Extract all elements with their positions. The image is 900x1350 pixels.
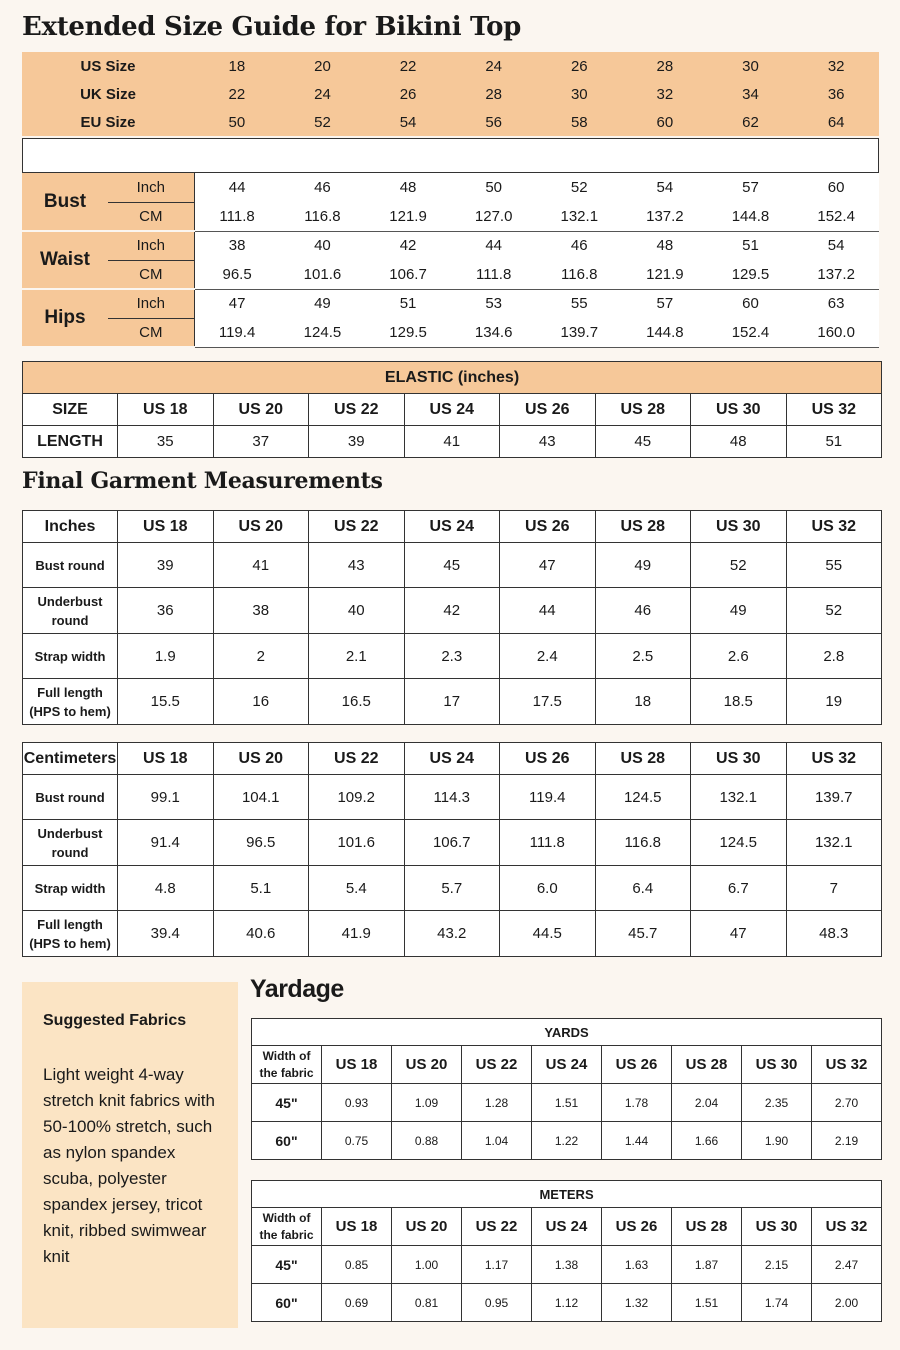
yardage-cell: 0.93: [322, 1084, 392, 1122]
yardage-row-label: 60": [252, 1284, 322, 1322]
size-cell: 64: [827, 113, 845, 131]
garment-row-label: Full length (HPS to hem): [23, 679, 118, 725]
elastic-size-cell: US 18: [118, 394, 214, 426]
garment-cell: 40.6: [213, 911, 309, 957]
size-cell: 36: [827, 85, 845, 103]
garment-row-label: Full length (HPS to hem): [23, 911, 118, 957]
garment-cell: 38: [213, 588, 309, 634]
yardage-cell: 1.78: [602, 1084, 672, 1122]
body-value: 53: [485, 295, 502, 313]
fabrics-title: Suggested Fabrics: [43, 1012, 187, 1029]
size-cell: 28: [656, 57, 674, 75]
garment-cell: 18: [595, 679, 691, 725]
yardage-cell: 2.19: [812, 1122, 882, 1160]
blank-spacer-row: [22, 138, 879, 173]
yardage-cell: 0.95: [462, 1284, 532, 1322]
yardage-cell: 2.00: [812, 1284, 882, 1322]
garment-row: [23, 820, 882, 866]
body-value: 129.5: [365, 318, 451, 347]
unit-cm-label: CM: [108, 260, 194, 289]
body-value: 52: [570, 179, 588, 196]
garment-cell: 96.5: [213, 820, 309, 866]
yardage-header-row: [252, 1208, 882, 1246]
yardage-cell: 1.44: [602, 1122, 672, 1160]
garment-cell: 17.5: [500, 679, 596, 725]
garment-size-header: US 26: [500, 743, 596, 775]
body-value: 144.8: [622, 318, 708, 347]
garment-cell: 41: [213, 543, 309, 588]
yardage-size-header: US 20: [392, 1208, 462, 1246]
garment-cell: 45: [404, 543, 500, 588]
body-value: 96.5: [194, 260, 280, 289]
body-row-inch: [22, 173, 879, 202]
body-value: 152.4: [708, 318, 794, 347]
size-cell: 58: [570, 113, 588, 131]
garment-size-header: US 32: [786, 743, 882, 775]
garment-size-header: US 22: [309, 743, 405, 775]
yardage-cell: 1.22: [532, 1122, 602, 1160]
yardage-yards-table: [251, 1018, 882, 1160]
body-value: 137.2: [793, 260, 879, 289]
body-value: 46: [570, 237, 588, 255]
garment-cell: 49: [691, 588, 787, 634]
garment-size-header: US 18: [118, 511, 214, 543]
body-value: 116.8: [536, 260, 622, 289]
unit-cm-label: CM: [108, 202, 194, 231]
yardage-cell: 1.87: [672, 1246, 742, 1284]
fabrics-text: Light weight 4-way stretch knit fabrics with 50-100% stretch, such as nylon spandex scuba, polyester spandex jersey, tricot knit, ribbed swimwear knit: [43, 1065, 215, 1266]
garment-size-header: US 32: [786, 511, 882, 543]
garment-cell: 47: [500, 543, 596, 588]
body-value: 63: [827, 295, 845, 313]
garment-cell: 91.4: [118, 820, 214, 866]
garment-cell: 48.3: [786, 911, 882, 957]
yardage-cell: 1.32: [602, 1284, 672, 1322]
garment-size-header: US 22: [309, 511, 405, 543]
body-value: 121.9: [365, 202, 451, 231]
body-value: 144.8: [708, 202, 794, 231]
body-value: 54: [827, 237, 845, 255]
yardage-cell: 0.81: [392, 1284, 462, 1322]
garment-cell: 40: [309, 588, 405, 634]
garment-cell: 52: [691, 543, 787, 588]
size-cell: 34: [742, 85, 759, 103]
elastic-size-cell: US 22: [309, 394, 405, 426]
garment-size-header: US 30: [691, 511, 787, 543]
garment-cell: 46: [595, 588, 691, 634]
yardage-size-header: US 28: [672, 1046, 742, 1084]
yardage-size-header: US 18: [322, 1046, 392, 1084]
garment-cell: 124.5: [595, 775, 691, 820]
garment-cell: 5.4: [309, 866, 405, 911]
elastic-size-cell: US 24: [404, 394, 500, 426]
garment-cell: 2.4: [500, 634, 596, 679]
size-cell: 60: [656, 113, 674, 131]
garment-row-label: Strap width: [23, 866, 118, 911]
yardage-size-header: US 22: [462, 1046, 532, 1084]
yardage-cell: 1.74: [742, 1284, 812, 1322]
yardage-cell: 1.28: [462, 1084, 532, 1122]
garment-cell: 45.7: [595, 911, 691, 957]
size-cell: 32: [827, 57, 845, 75]
garment-cell: 41.9: [309, 911, 405, 957]
garment-cell: 104.1: [213, 775, 309, 820]
yardage-row: [252, 1246, 882, 1284]
body-value: 106.7: [365, 260, 451, 289]
size-label-eu: EU Size: [80, 113, 136, 131]
unit-inch-label: Inch: [108, 289, 194, 318]
garment-cell: 106.7: [404, 820, 500, 866]
size-cell: 28: [485, 85, 503, 103]
body-row-cm: [22, 202, 879, 231]
yardage-cell: 1.12: [532, 1284, 602, 1322]
body-value: 51: [742, 237, 759, 255]
size-cell: 24: [314, 85, 331, 103]
elastic-length-cell: 37: [213, 426, 309, 458]
garment-header-row: [23, 743, 882, 775]
yardage-size-header: US 24: [532, 1046, 602, 1084]
body-value: 47: [194, 289, 280, 318]
body-value: 51: [399, 295, 417, 313]
size-cell: 26: [399, 85, 417, 103]
size-cell: 26: [570, 57, 588, 75]
garment-cell: 111.8: [500, 820, 596, 866]
body-row-cm: [22, 260, 879, 289]
unit-inch-label: Inch: [108, 173, 194, 202]
yardage-caption: METERS: [252, 1181, 882, 1208]
yardage-row-label: 60": [252, 1122, 322, 1160]
yardage-row-label: 45": [252, 1246, 322, 1284]
body-group-label: Bust: [22, 173, 108, 231]
garment-row: [23, 634, 882, 679]
yardage-size-header: US 28: [672, 1208, 742, 1246]
garment-cell: 2: [213, 634, 309, 679]
elastic-size-cell: US 20: [213, 394, 309, 426]
garment-cell: 42: [404, 588, 500, 634]
garment-cell: 19: [786, 679, 882, 725]
garment-cell: 18.5: [691, 679, 787, 725]
size-cell: 24: [485, 57, 503, 75]
yardage-cell: 1.66: [672, 1122, 742, 1160]
body-value: 132.1: [536, 202, 622, 231]
size-cell: 20: [314, 57, 331, 75]
yardage-size-header: US 32: [812, 1208, 882, 1246]
yardage-size-header: US 26: [602, 1046, 672, 1084]
garment-size-header: US 24: [404, 511, 500, 543]
yardage-cell: 1.17: [462, 1246, 532, 1284]
garment-cell: 44.5: [500, 911, 596, 957]
size-conversion-table: [22, 52, 879, 136]
garment-cell: 6.4: [595, 866, 691, 911]
body-value: 124.5: [280, 318, 366, 347]
body-value: 116.8: [280, 202, 366, 231]
yardage-cell: 2.35: [742, 1084, 812, 1122]
body-value: 111.8: [451, 260, 537, 289]
yardage-size-header: US 24: [532, 1208, 602, 1246]
garment-cell: 39.4: [118, 911, 214, 957]
garment-cell: 6.7: [691, 866, 787, 911]
elastic-length-cell: 51: [786, 426, 882, 458]
garment-cell: 44: [500, 588, 596, 634]
body-value: 57: [742, 179, 759, 196]
yardage-row: [252, 1284, 882, 1322]
yardage-size-header: US 32: [812, 1046, 882, 1084]
size-cell: 56: [485, 113, 503, 131]
garment-cell: 119.4: [500, 775, 596, 820]
garment-row-label: Underbust round: [23, 588, 118, 634]
body-value: 42: [399, 237, 417, 255]
unit-inch-label: Inch: [108, 231, 194, 260]
body-value: 119.4: [194, 318, 280, 347]
yardage-size-header: US 30: [742, 1208, 812, 1246]
yardage-cell: 1.00: [392, 1246, 462, 1284]
body-value: 101.6: [280, 260, 366, 289]
garment-cell: 5.7: [404, 866, 500, 911]
yardage-cell: 1.51: [672, 1284, 742, 1322]
garment-cell: 139.7: [786, 775, 882, 820]
yardage-row-label: 45": [252, 1084, 322, 1122]
yardage-cell: 2.47: [812, 1246, 882, 1284]
body-value: 111.8: [194, 202, 280, 231]
garment-cell: 5.1: [213, 866, 309, 911]
body-value: 48: [656, 237, 674, 255]
body-measurements-table: [22, 173, 879, 348]
yardage-cell: 1.09: [392, 1084, 462, 1122]
garment-row: [23, 588, 882, 634]
yardage-header-row: [252, 1046, 882, 1084]
size-cell: 18: [228, 57, 246, 75]
garment-cell: 52: [786, 588, 882, 634]
body-value: 134.6: [451, 318, 537, 347]
garment-cell: 116.8: [595, 820, 691, 866]
garment-cell: 109.2: [309, 775, 405, 820]
elastic-length-cell: 41: [404, 426, 500, 458]
yardage-cell: 2.15: [742, 1246, 812, 1284]
garment-row: [23, 911, 882, 957]
yardage-cell: 2.70: [812, 1084, 882, 1122]
size-row-eu: [22, 108, 879, 136]
size-cell: 30: [570, 85, 588, 103]
elastic-title: ELASTIC (inches): [23, 362, 882, 394]
garment-row-label: Bust round: [23, 775, 118, 820]
yardage-caption: YARDS: [252, 1019, 882, 1046]
yardage-cell: 1.63: [602, 1246, 672, 1284]
garment-cell: 99.1: [118, 775, 214, 820]
garment-cell: 15.5: [118, 679, 214, 725]
garment-cell: 1.9: [118, 634, 214, 679]
garment-size-header: US 26: [500, 511, 596, 543]
garment-cell: 2.5: [595, 634, 691, 679]
width-of-fabric-label: Width of the fabric: [252, 1046, 322, 1084]
elastic-length-label: LENGTH: [23, 426, 118, 458]
body-value: 38: [194, 231, 280, 260]
yardage-caption-row: [252, 1181, 882, 1208]
width-of-fabric-label: Width of the fabric: [252, 1208, 322, 1246]
elastic-size-cell: US 30: [691, 394, 787, 426]
body-group-label: Waist: [22, 231, 108, 289]
garment-cell: 101.6: [309, 820, 405, 866]
garment-cm-table: [22, 742, 882, 957]
body-row-inch: [22, 231, 879, 260]
garment-cell: 4.8: [118, 866, 214, 911]
size-label-us: US Size: [80, 57, 136, 75]
garment-unit-label: Centimeters: [23, 743, 118, 775]
page-title: Extended Size Guide for Bikini Top: [22, 12, 522, 42]
yardage-cell: 1.04: [462, 1122, 532, 1160]
garment-size-header: US 20: [213, 511, 309, 543]
body-value: 55: [570, 295, 588, 313]
yardage-cell: 0.85: [322, 1246, 392, 1284]
size-cell: 30: [742, 57, 759, 75]
garment-cell: 47: [691, 911, 787, 957]
yardage-size-header: US 26: [602, 1208, 672, 1246]
yardage-size-header: US 30: [742, 1046, 812, 1084]
suggested-fabrics-box: [22, 982, 238, 1328]
body-group-label: Hips: [22, 289, 108, 347]
garment-row: [23, 775, 882, 820]
body-value: 160.0: [793, 318, 879, 347]
garment-cell: 2.3: [404, 634, 500, 679]
garment-cell: 55: [786, 543, 882, 588]
garment-cell: 2.1: [309, 634, 405, 679]
size-label-uk: UK Size: [80, 85, 136, 103]
size-cell: 50: [228, 113, 246, 131]
garment-cell: 132.1: [786, 820, 882, 866]
garment-size-header: US 28: [595, 743, 691, 775]
body-value: 50: [485, 179, 502, 196]
size-cell: 52: [314, 113, 331, 131]
garment-cell: 39: [118, 543, 214, 588]
size-cell: 62: [742, 113, 759, 131]
size-cell: 22: [228, 85, 246, 103]
body-value: 57: [656, 295, 674, 313]
yardage-caption-row: [252, 1019, 882, 1046]
body-value: 44: [485, 237, 502, 255]
yardage-title: Yardage: [250, 975, 344, 1003]
garment-row: [23, 866, 882, 911]
body-value: 127.0: [451, 202, 537, 231]
garment-cell: 7: [786, 866, 882, 911]
garment-cell: 114.3: [404, 775, 500, 820]
garment-inches-table: [22, 510, 882, 725]
garment-cell: 36: [118, 588, 214, 634]
body-value: 60: [742, 295, 759, 313]
yardage-row: [252, 1084, 882, 1122]
body-row-inch: [22, 289, 879, 318]
garment-cell: 2.6: [691, 634, 787, 679]
garment-row-label: Underbust round: [23, 820, 118, 866]
body-row-cm: [22, 318, 879, 347]
body-value: 139.7: [536, 318, 622, 347]
garment-row: [23, 679, 882, 725]
yardage-cell: 1.51: [532, 1084, 602, 1122]
garment-cell: 6.0: [500, 866, 596, 911]
yardage-meters-table: [251, 1180, 882, 1322]
body-value: 60: [827, 179, 845, 196]
size-row-uk: [22, 80, 879, 108]
garment-header-row: [23, 511, 882, 543]
elastic-length-cell: 48: [691, 426, 787, 458]
body-value: 152.4: [793, 202, 879, 231]
garment-cell: 43.2: [404, 911, 500, 957]
final-garment-title: Final Garment Measurements: [22, 468, 383, 494]
garment-cell: 124.5: [691, 820, 787, 866]
yardage-cell: 0.75: [322, 1122, 392, 1160]
garment-size-header: US 30: [691, 743, 787, 775]
body-value: 129.5: [708, 260, 794, 289]
garment-size-header: US 18: [118, 743, 214, 775]
elastic-size-cell: US 28: [595, 394, 691, 426]
body-value: 46: [314, 179, 331, 196]
garment-row-label: Strap width: [23, 634, 118, 679]
size-row-us: [22, 52, 879, 80]
body-value: 49: [314, 295, 331, 313]
yardage-cell: 0.69: [322, 1284, 392, 1322]
garment-row-label: Bust round: [23, 543, 118, 588]
garment-size-header: US 20: [213, 743, 309, 775]
yardage-size-header: US 22: [462, 1208, 532, 1246]
body-value: 137.2: [622, 202, 708, 231]
garment-row: [23, 543, 882, 588]
yardage-row: [252, 1122, 882, 1160]
elastic-size-label: SIZE: [23, 394, 118, 426]
body-value: 44: [194, 173, 280, 202]
elastic-length-cell: 43: [500, 426, 596, 458]
body-value: 54: [656, 179, 674, 196]
elastic-length-cell: 45: [595, 426, 691, 458]
garment-size-header: US 28: [595, 511, 691, 543]
elastic-table: [22, 361, 882, 458]
size-cell: 54: [399, 113, 417, 131]
garment-unit-label: Inches: [23, 511, 118, 543]
size-cell: 22: [399, 57, 417, 75]
garment-cell: 43: [309, 543, 405, 588]
garment-cell: 16.5: [309, 679, 405, 725]
garment-cell: 17: [404, 679, 500, 725]
yardage-cell: 2.04: [672, 1084, 742, 1122]
unit-cm-label: CM: [108, 318, 194, 347]
size-cell: 32: [656, 85, 674, 103]
garment-cell: 2.8: [786, 634, 882, 679]
body-value: 48: [399, 179, 417, 196]
yardage-cell: 1.38: [532, 1246, 602, 1284]
elastic-size-cell: US 26: [500, 394, 596, 426]
garment-cell: 16: [213, 679, 309, 725]
garment-cell: 132.1: [691, 775, 787, 820]
elastic-length-cell: 35: [118, 426, 214, 458]
yardage-cell: 1.90: [742, 1122, 812, 1160]
yardage-size-header: US 18: [322, 1208, 392, 1246]
garment-cell: 49: [595, 543, 691, 588]
elastic-length-cell: 39: [309, 426, 405, 458]
yardage-size-header: US 20: [392, 1046, 462, 1084]
yardage-cell: 0.88: [392, 1122, 462, 1160]
garment-size-header: US 24: [404, 743, 500, 775]
body-value: 40: [314, 237, 331, 255]
body-value: 121.9: [622, 260, 708, 289]
elastic-size-cell: US 32: [786, 394, 882, 426]
